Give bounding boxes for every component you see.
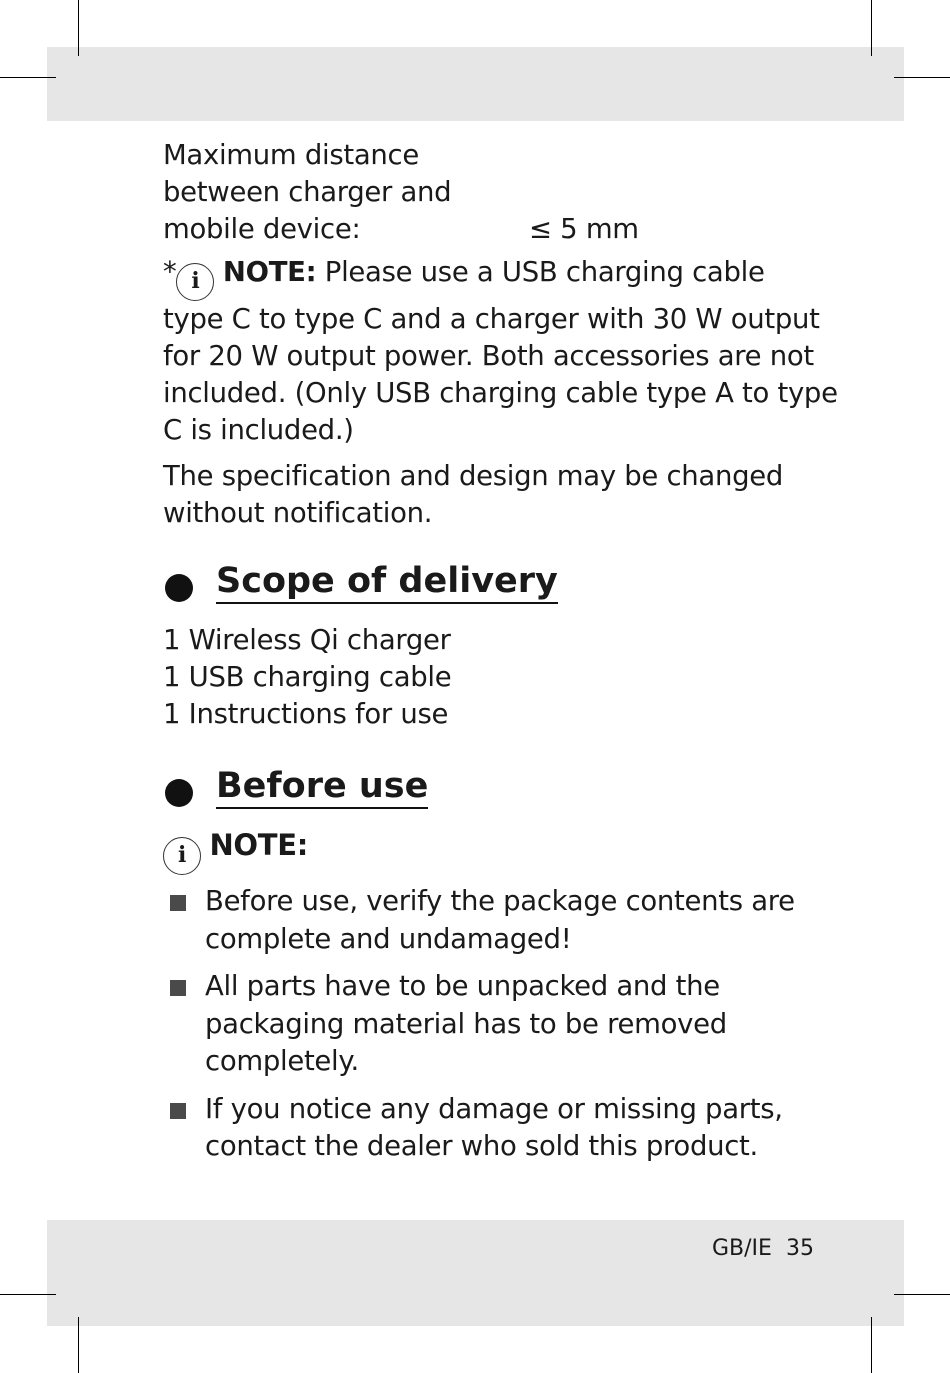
list-item: 1 Instructions for use [163, 698, 449, 730]
list-item [163, 883, 833, 958]
bullet-line: All parts have to be unpacked and the [205, 970, 720, 1002]
note-text-line: C is included.) [163, 414, 354, 446]
spec-label-line: between charger and [163, 176, 452, 208]
spec-block [163, 137, 833, 248]
bullet-line: Before use, verify the package contents are [205, 885, 795, 917]
note-text-line: type C to type C and a charger with 30 W output [163, 303, 820, 335]
spec-label-line: Maximum distance [163, 139, 419, 171]
usb-note [163, 254, 838, 449]
scope-list [163, 622, 833, 733]
paragraph-line: without notification. [163, 497, 433, 529]
info-icon: i [176, 263, 214, 301]
bullet-line: If you notice any damage or missing parts, [205, 1092, 783, 1125]
usb-note-first-line [163, 254, 833, 301]
page-content [163, 137, 838, 1176]
square-bullet-icon [170, 980, 186, 996]
note-label: NOTE: [209, 828, 309, 862]
spec-row [163, 211, 833, 248]
scope-heading [163, 561, 833, 614]
before-use-heading [163, 766, 833, 819]
note-text-line: for 20 W output power. Both accessories are not [163, 340, 814, 372]
bullet-list [163, 883, 833, 1166]
list-item [163, 968, 833, 1081]
page-number: 35 [785, 1236, 814, 1261]
bullet-line: contact the dealer who sold this product. [205, 1130, 758, 1162]
square-bullet-icon [170, 895, 186, 911]
bullet-line: complete and undamaged! [205, 922, 572, 955]
bullet-line: packaging material has to be removed [205, 1007, 727, 1040]
header-band [47, 47, 904, 121]
crop-mark [871, 1317, 872, 1373]
list-item: 1 USB charging cable [163, 661, 452, 693]
crop-mark [78, 1317, 79, 1373]
section-title: Before use [216, 766, 428, 809]
list-item: 1 Wireless Qi charger [163, 624, 451, 656]
spec-label-line: mobile device: [163, 213, 361, 245]
bullet-dot-icon [165, 779, 193, 807]
crop-mark [78, 0, 79, 56]
paragraph-line: The specification and design may be changed [163, 460, 784, 492]
spec-change-note [163, 458, 833, 532]
crop-mark [871, 0, 872, 56]
page-footer [712, 1236, 814, 1261]
asterisk: * [163, 256, 177, 288]
section-title: Scope of delivery [216, 561, 558, 604]
crop-mark [894, 77, 950, 78]
crop-mark [894, 1294, 950, 1295]
region-label: GB/IE [712, 1236, 772, 1261]
bullet-dot-icon [165, 574, 193, 602]
crop-mark [0, 77, 56, 78]
list-item [163, 1091, 833, 1166]
note-text-line: included. (Only USB charging cable type A to type [163, 377, 838, 409]
bullet-line: completely. [205, 1045, 359, 1077]
square-bullet-icon [170, 1103, 186, 1119]
note-text: Please use a USB charging cable [316, 256, 765, 288]
note-label: NOTE: [222, 256, 317, 288]
spec-value: ≤ 5 mm [529, 213, 639, 245]
info-icon: i [163, 837, 201, 875]
before-use-note [163, 823, 833, 875]
crop-mark [0, 1294, 56, 1295]
